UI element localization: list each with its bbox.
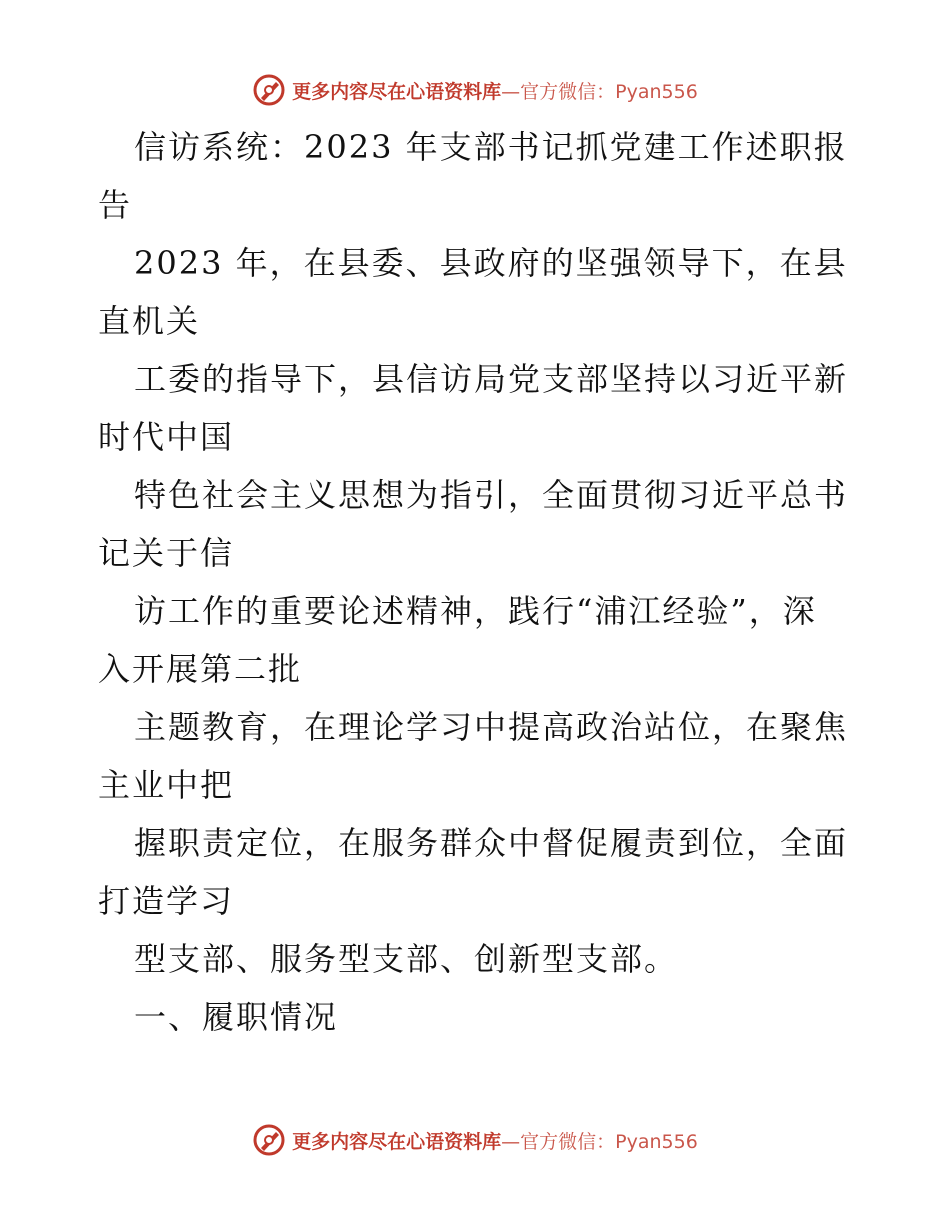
- watermark-text: [292, 1127, 698, 1154]
- watermark-text: [292, 77, 698, 104]
- document-body: [98, 118, 858, 1046]
- watermark-sub: —官方微信：Pyan556: [501, 80, 698, 103]
- header-watermark: [0, 70, 950, 110]
- paragraph-line: 2023 年，在县委、县政府的坚强领导下，在县: [134, 244, 848, 282]
- paragraph-line: 时代中国: [98, 418, 235, 456]
- paragraph-line: 特色社会主义思想为指引，全面贯彻习近平总书: [134, 476, 849, 514]
- title-line-1: 信访系统：2023 年支部书记抓党建工作述职报: [134, 128, 848, 166]
- paragraph-line: 主题教育，在理论学习中提高政治站位，在聚焦: [134, 708, 849, 746]
- pen-logo-icon: [252, 73, 286, 107]
- paragraph-line: 握职责定位，在服务群众中督促履责到位，全面: [134, 824, 849, 862]
- footer-watermark: [0, 1120, 950, 1160]
- title-line-2: 告: [98, 186, 133, 224]
- paragraph-line: 主业中把: [98, 766, 235, 804]
- section-heading: 一、履职情况: [134, 998, 339, 1036]
- paragraph-line: 打造学习: [98, 882, 235, 920]
- pen-logo-icon: [252, 1123, 286, 1157]
- paragraph-line: 入开展第二批: [98, 650, 303, 688]
- paragraph-line: 工委的指导下，县信访局党支部坚持以习近平新: [134, 360, 849, 398]
- paragraph-line: 记关于信: [98, 534, 235, 572]
- paragraph-line: 直机关: [98, 302, 201, 340]
- watermark-sub: —官方微信：Pyan556: [501, 1130, 698, 1153]
- paragraph-line: 型支部、服务型支部、创新型支部。: [134, 940, 679, 978]
- watermark-main: 更多内容尽在心语资料库: [292, 1130, 502, 1153]
- watermark-main: 更多内容尽在心语资料库: [292, 80, 502, 103]
- paragraph-line: 访工作的重要论述精神，践行“浦江经验”，深: [134, 592, 817, 630]
